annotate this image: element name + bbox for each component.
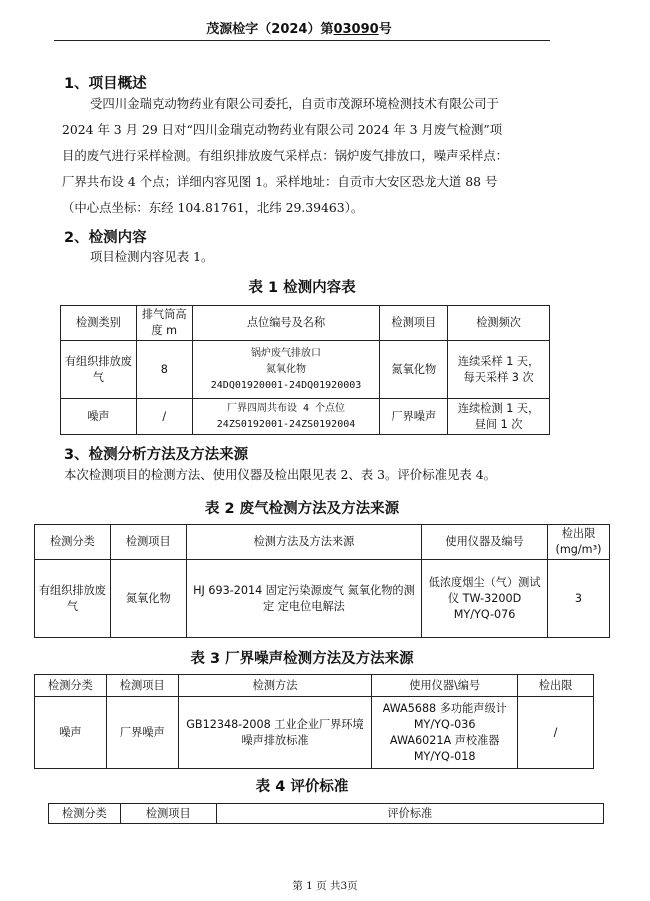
section2-title: 2、检测内容 <box>64 230 147 246</box>
table1-cell: 厂界噪声 <box>380 399 448 435</box>
table2-cell: 氮氧化物 <box>110 560 186 638</box>
table4 <box>48 803 604 824</box>
table2-header: 检出限(mg/m³) <box>547 525 609 560</box>
section1-line: 受四川金瑞克动物药业有限公司委托，自贡市茂源环境检测技术有限公司于 <box>90 96 499 111</box>
report-number-prefix: 茂源检字（2024）第 <box>206 22 334 37</box>
section2-text: 项目检测内容见表 1。 <box>90 249 214 264</box>
table1-cell: 氮氧化物 <box>380 341 448 399</box>
table1-header: 检测频次 <box>448 306 550 341</box>
table1-header: 检测类别 <box>61 306 137 341</box>
section1-line: 目的废气进行采样检测。有组织排放废气采样点：锅炉废气排放口，噪声采样点： <box>62 148 509 163</box>
table2-header: 检测项目 <box>110 525 186 560</box>
section1-line: （中心点坐标：东经 104.81761，北纬 29.39463）。 <box>62 200 364 215</box>
table3-header: 检测方法 <box>178 675 372 697</box>
table1-cell: 连续采样 1 天， 每天采样 3 次 <box>448 341 550 399</box>
table1-cell: 有组织排放废气 <box>61 341 137 399</box>
page-footer: 第 1 页 共3页 <box>292 880 358 892</box>
table4-header: 检测分类 <box>49 804 121 824</box>
table3-header: 检测项目 <box>106 675 178 697</box>
table1-cell: 8 <box>136 341 192 399</box>
table1-cell: 噪声 <box>61 399 137 435</box>
section1-body <box>62 91 552 221</box>
table4-caption: 表 4 评价标准 <box>255 779 349 795</box>
table3-cell: / <box>518 697 594 769</box>
table1-cell: 锅炉废气排放口 氮氧化物 24DQ01920001-24DQ01920003 <box>192 341 380 399</box>
table2-caption: 表 2 废气检测方法及方法来源 <box>204 501 400 517</box>
report-number-value: 03090 <box>333 22 379 37</box>
table2 <box>34 524 610 638</box>
table1 <box>60 305 550 435</box>
section1-line: 2024 年 3 月 29 日对“四川金瑞克动物药业有限公司 2024 年 3 月废气检测”项 <box>62 122 503 137</box>
table1-header: 排气筒高度 m <box>136 306 192 341</box>
table3-cell: 厂界噪声 <box>106 697 178 769</box>
table2-header: 使用仪器及编号 <box>422 525 548 560</box>
table1-caption: 表 1 检测内容表 <box>248 280 356 296</box>
header-divider <box>54 40 550 41</box>
table2-cell: 低浓度烟尘（气）测试仪 TW-3200D MY/YQ-076 <box>422 560 548 638</box>
table2-cell: HJ 693-2014 固定污染源废气 氮氧化物的测定 定电位电解法 <box>186 560 422 638</box>
report-number-suffix: 号 <box>378 22 392 37</box>
table3-header: 检测分类 <box>35 675 107 697</box>
table1-cell: 厂界四周共布设 4 个点位 24ZS0192001-24ZS0192004 <box>192 399 380 435</box>
table3-cell: AWA5688 多功能声级计 MY/YQ-036 AWA6021A 声校准器 MY/YQ-018 <box>372 697 518 769</box>
report-number <box>54 18 544 37</box>
table3-cell: 噪声 <box>35 697 107 769</box>
table3-cell: GB12348-2008 工业企业厂界环境噪声排放标准 <box>178 697 372 769</box>
table2-header: 检测方法及方法来源 <box>186 525 422 560</box>
table3 <box>34 674 594 769</box>
table2-cell: 3 <box>547 560 609 638</box>
table2-header: 检测分类 <box>35 525 111 560</box>
table4-header: 检测项目 <box>120 804 216 824</box>
table1-header: 点位编号及名称 <box>192 306 380 341</box>
section3-title: 3、检测分析方法及方法来源 <box>64 447 249 463</box>
table3-header: 使用仪器\编号 <box>372 675 518 697</box>
table1-cell: 连续检测 1 天， 昼间 1 次 <box>448 399 550 435</box>
table3-caption: 表 3 厂界噪声检测方法及方法来源 <box>190 651 414 667</box>
table4-header: 评价标准 <box>216 804 603 824</box>
section3-text: 本次检测项目的检测方法、使用仪器及检出限见表 2、表 3。评价标准见表 4。 <box>64 467 496 482</box>
table2-cell: 有组织排放废气 <box>35 560 111 638</box>
table3-header: 检出限 <box>518 675 594 697</box>
section1-line: 厂界共布设 4 个点；详细内容见图 1。采样地址：自贡市大安区恐龙大道 88 号 <box>62 174 498 189</box>
section1-title: 1、项目概述 <box>64 76 147 92</box>
table1-cell: / <box>136 399 192 435</box>
table1-header: 检测项目 <box>380 306 448 341</box>
